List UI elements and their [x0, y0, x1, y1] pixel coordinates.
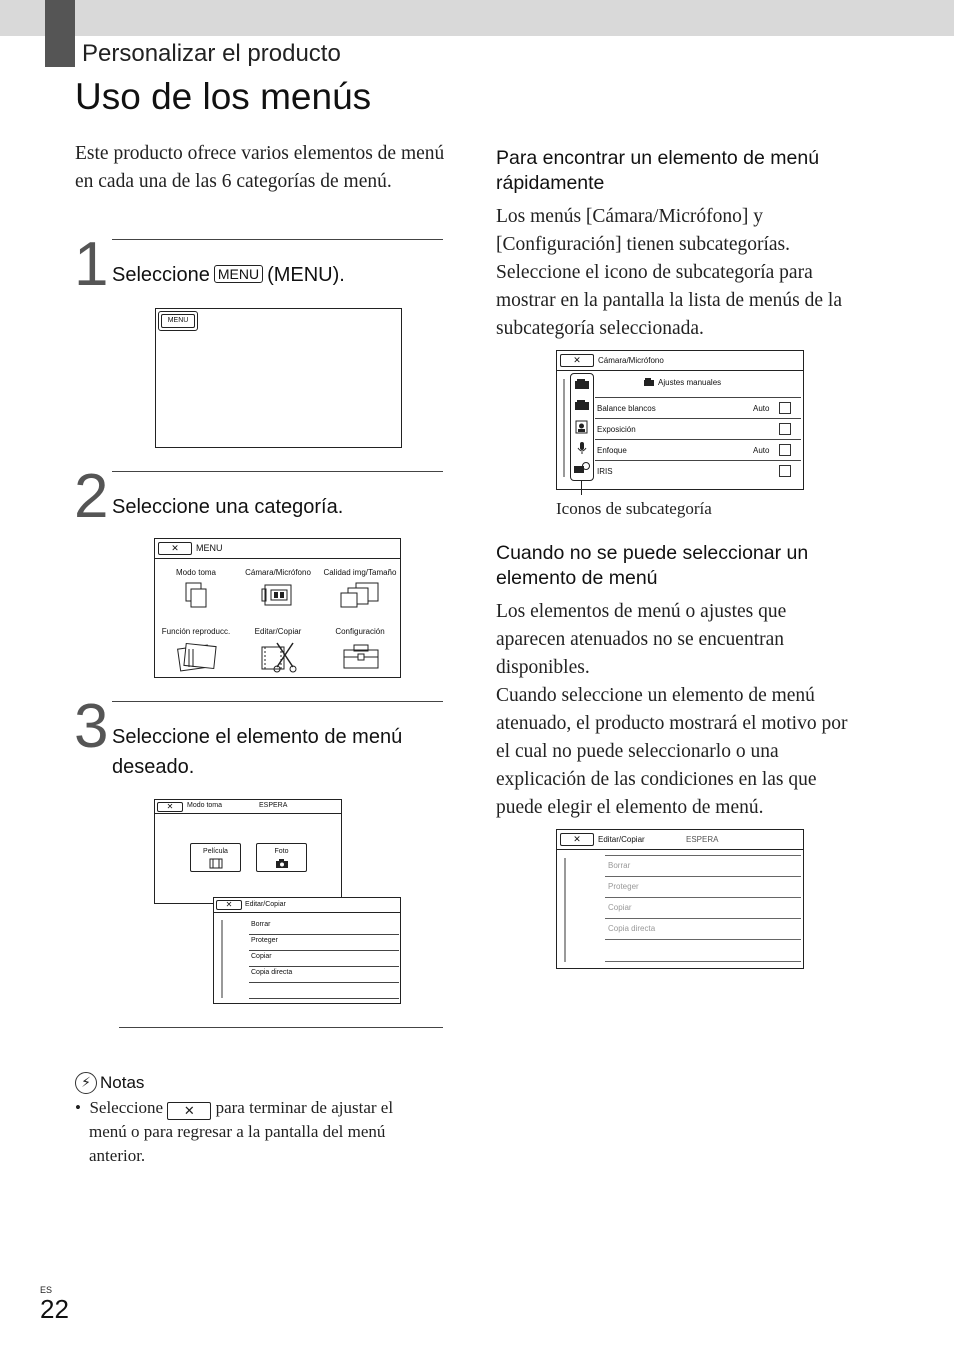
category-configuracion[interactable]: Configuración — [335, 627, 385, 636]
film-icon — [209, 858, 223, 869]
heading-find-quickly: Para encontrar un elemento de menú rápidamente — [496, 147, 820, 194]
status-text: ESPERA — [259, 802, 288, 809]
scrollbar[interactable] — [221, 920, 223, 998]
category-modo-toma[interactable]: Modo toma — [175, 568, 217, 577]
image-quality-icon — [338, 581, 382, 611]
notes-post: para terminar de ajustar el menú o para regresar a la pantalla del menú anterior. — [89, 1098, 394, 1165]
step-2-text: Seleccione una categoría. — [112, 496, 344, 518]
row-divider — [249, 982, 399, 983]
white-balance-icon — [779, 402, 791, 414]
divider — [155, 813, 341, 814]
caption-subcategory-icons: Iconos de subcategoría — [556, 499, 712, 518]
shooting-assist-icon[interactable] — [573, 461, 591, 475]
focus-icon — [779, 444, 791, 456]
row-divider — [249, 966, 399, 967]
row-balance-blancos[interactable]: Balance blancos — [597, 404, 656, 413]
step-3-rule — [112, 701, 443, 702]
screen-title: MENU — [196, 543, 223, 553]
row-iris[interactable]: IRIS — [597, 467, 613, 476]
screen-title: Editar/Copiar — [598, 835, 645, 844]
category-calidad-img[interactable]: Calidad img/Tamaño — [323, 568, 397, 577]
cannot-select-text-2: Cuando seleccione un elemento de menú atenuado, el producto mostrará el motivo por el cual no puede seleccionarlo o una explicación de las condiciones en las que puede elegir el elemento de menú. — [496, 685, 848, 818]
screen-title: Cámara/Micrófono — [598, 356, 664, 365]
settings-toolbox-icon — [341, 643, 381, 671]
row-divider — [595, 397, 801, 398]
notes-icon: ⚡ — [75, 1072, 97, 1094]
movie-label: Película — [203, 848, 228, 855]
row-divider — [249, 934, 399, 935]
close-button[interactable]: ✕ — [560, 354, 594, 367]
status-text: ESPERA — [686, 835, 719, 844]
screen-menu-button — [155, 308, 402, 448]
divider — [557, 370, 803, 371]
screen-title: Editar/Copiar — [245, 901, 286, 908]
row-divider — [605, 918, 801, 919]
row-divider — [605, 876, 801, 877]
divider — [557, 849, 803, 850]
close-key-icon: ✕ — [167, 1102, 211, 1120]
list-item-copiar-disabled: Copiar — [608, 903, 632, 912]
list-item-proteger-disabled: Proteger — [608, 882, 639, 891]
row-balance-blancos-value: Auto — [753, 404, 770, 413]
callout-line — [581, 481, 582, 495]
step-3-text: Seleccione el elemento de menú deseado. — [112, 726, 403, 778]
screen-title: Modo toma — [187, 802, 223, 809]
cannot-select-text-1: Los elementos de menú o ajustes que aparecen atenuados no se encuentran disponibles. — [496, 601, 787, 678]
list-item-copiar[interactable]: Copiar — [251, 953, 272, 960]
movie-button[interactable] — [190, 843, 241, 872]
page-title: Uso de los menús — [75, 76, 372, 117]
playback-function-icon — [175, 639, 221, 673]
list-item-copia-directa[interactable]: Copia directa — [251, 969, 293, 976]
category-camara-microfono[interactable]: Cámara/Micrófono — [245, 568, 311, 577]
row-divider — [605, 961, 801, 962]
cannot-select-text — [496, 598, 856, 822]
modo-toma-icon — [183, 581, 209, 611]
screen-menu-categories — [154, 538, 401, 678]
list-item-proteger[interactable]: Proteger — [251, 937, 278, 944]
screen-modo-toma — [154, 799, 342, 904]
steps-end-rule — [119, 1027, 443, 1028]
page-language: ES — [40, 1285, 53, 1295]
section-title: Personalizar el producto — [82, 40, 341, 67]
manual-settings-icon — [643, 377, 655, 387]
close-button[interactable]: ✕ — [216, 900, 242, 910]
list-item-copia-directa-disabled: Copia directa — [608, 924, 656, 933]
step-1-rule — [112, 239, 443, 240]
list-item-borrar[interactable]: Borrar — [251, 921, 271, 928]
row-divider — [605, 897, 801, 898]
face-icon[interactable] — [574, 420, 590, 434]
divider — [214, 912, 400, 913]
step-1-pre: Seleccione — [112, 264, 210, 286]
screen-editar-copiar-grayed — [556, 829, 804, 969]
close-button[interactable]: ✕ — [560, 833, 594, 846]
page-number: 22 — [40, 1294, 69, 1324]
camera-icon — [275, 858, 289, 869]
divider — [155, 558, 400, 559]
menu-button[interactable]: MENU — [161, 314, 195, 328]
step-2-number: 2 — [74, 462, 109, 531]
camera-microphone-icon — [261, 581, 295, 611]
menu-button-frame[interactable] — [158, 311, 198, 331]
list-item-borrar-disabled: Borrar — [608, 861, 631, 870]
step-3-number: 3 — [74, 692, 109, 761]
row-divider — [249, 998, 399, 999]
header-bar — [0, 0, 954, 36]
intro-paragraph: Este producto ofrece varios elementos de menú en cada una de las 6 categorías de menú. — [75, 143, 445, 192]
row-enfoque[interactable]: Enfoque — [597, 446, 627, 455]
notes-text — [75, 1096, 425, 1168]
subtitle: Ajustes manuales — [658, 378, 722, 387]
microphone-icon[interactable] — [574, 441, 590, 455]
bullet: • — [75, 1098, 81, 1117]
iris-icon — [779, 465, 791, 477]
screen-camara-microfono — [556, 350, 804, 490]
category-editar-copiar[interactable]: Editar/Copiar — [254, 627, 302, 636]
find-quickly-text: Los menús [Cámara/Micrófono] y [Configuración] tienen subcategorías. Seleccione el icono de subcategoría para mostrar en la pantalla la lista de menús de la subcategoría seleccionada. — [496, 206, 843, 339]
row-exposicion[interactable]: Exposición — [597, 425, 636, 434]
heading-cannot-select: Cuando no se puede seleccionar un elemento de menú — [496, 542, 809, 589]
scrollbar[interactable] — [563, 379, 565, 477]
camera-settings-icon[interactable] — [574, 399, 590, 413]
close-button[interactable]: ✕ — [158, 542, 192, 555]
notes-title: Notas — [100, 1073, 145, 1092]
exposure-icon — [779, 423, 791, 435]
scrollbar[interactable] — [564, 858, 566, 962]
row-divider — [595, 439, 801, 440]
photo-label: Foto — [274, 848, 289, 855]
step-1-text — [112, 260, 345, 290]
manual-settings-icon[interactable] — [574, 378, 590, 392]
step-1-number: 1 — [74, 230, 109, 299]
edit-copy-icon — [259, 639, 299, 673]
section-tab-marker — [45, 0, 75, 67]
notes-pre: Seleccione — [89, 1098, 164, 1117]
row-divider — [595, 418, 801, 419]
photo-button[interactable] — [256, 843, 307, 872]
step-1-post: (MENU). — [267, 264, 345, 286]
row-enfoque-value: Auto — [753, 446, 770, 455]
close-button[interactable]: ✕ — [157, 802, 183, 812]
menu-key-icon: MENU — [214, 265, 263, 283]
row-divider — [595, 460, 801, 461]
row-divider — [605, 855, 801, 856]
step-2-rule — [112, 471, 443, 472]
screen-editar-copiar — [213, 897, 401, 1004]
row-divider — [605, 939, 801, 940]
category-funcion-reproducc[interactable]: Función reproducc. — [161, 627, 231, 636]
row-divider — [249, 950, 399, 951]
